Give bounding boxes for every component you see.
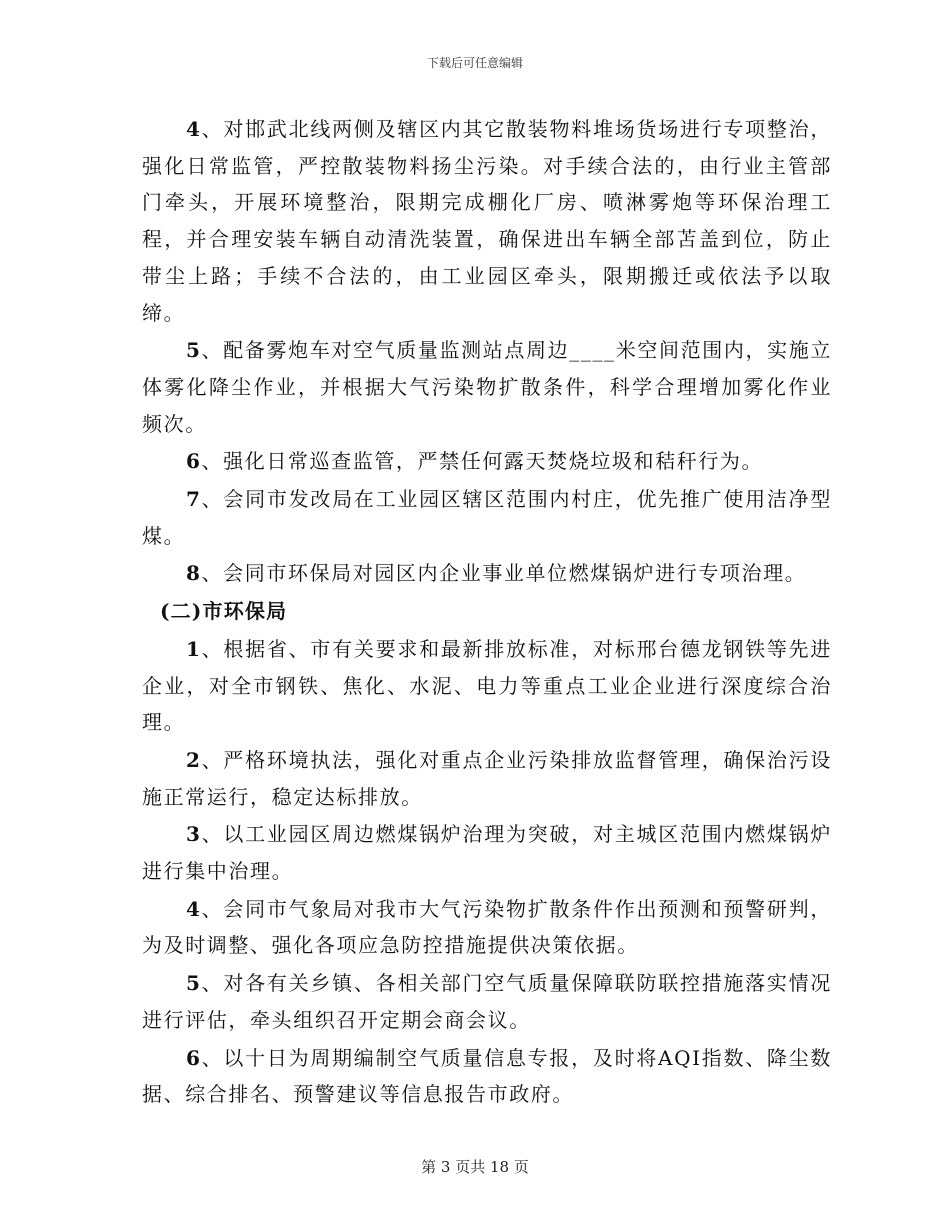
item-number: 6 <box>186 1045 202 1070</box>
item-text: 、配备雾炮车对空气质量监测站点周边____米空间范围内，实施立体雾化降尘作业，并根据大气污染物扩散条件，科学合理增加雾化作业频次。 <box>142 338 832 436</box>
item-number: 6 <box>186 449 202 474</box>
page-header: 下载后可任意编辑 <box>426 56 523 70</box>
list-item <box>142 111 832 331</box>
item-text: 、对各有关乡镇、各相关部门空气质量保障联防联控措施落实情况进行评估，牵头组织召开定期会商会议。 <box>142 971 832 1032</box>
list-item <box>142 816 832 889</box>
item-text: 、强化日常巡查监管，严禁任何露天焚烧垃圾和秸秆行为。 <box>201 449 764 474</box>
list-item <box>142 891 832 964</box>
item-number: 5 <box>186 338 202 363</box>
item-number: 4 <box>186 117 202 141</box>
item-text: 、会同市发改局在工业园区辖区范围内村庄，优先推广使用洁净型煤。 <box>142 487 832 548</box>
item-number: 5 <box>186 971 202 996</box>
list-item <box>142 965 832 1038</box>
list-item <box>142 443 832 480</box>
item-text: 、以工业园区周边燃煤锅炉治理为突破，对主城区范围内燃煤锅炉进行集中治理。 <box>142 822 832 884</box>
list-item <box>142 481 832 554</box>
item-number: 4 <box>186 896 202 921</box>
page-footer: 第 3 页共 18 页 <box>421 1158 529 1176</box>
item-number: 1 <box>186 636 202 661</box>
list-item <box>142 631 832 741</box>
item-number: 8 <box>186 561 202 586</box>
item-number: 7 <box>186 487 202 512</box>
list-item <box>142 1040 832 1113</box>
section-heading: (二)市环保局 <box>160 599 288 624</box>
list-item <box>142 742 832 815</box>
list-item <box>142 332 832 442</box>
item-number: 3 <box>186 822 202 847</box>
item-text: 、会同市气象局对我市大气污染物扩散条件作出预测和预警研判，为及时调整、强化各项应急防控措施提供决策依据。 <box>142 896 832 958</box>
item-number: 2 <box>186 747 202 772</box>
item-text: 、严格环境执法，强化对重点企业污染排放监督管理，确保治污设施正常运行，稳定达标排放。 <box>142 747 832 809</box>
document-body <box>142 111 832 1114</box>
item-text: 、以十日为周期编制空气质量信息专报，及时将AQI指数、降尘数据、综合排名、预警建议等信息报告市政府。 <box>142 1045 832 1107</box>
item-text: 、会同市环保局对园区内企业事业单位燃煤锅炉进行专项治理。 <box>201 561 807 586</box>
item-text: 、对邯武北线两侧及辖区内其它散装物料堆场货场进行专项整治，强化日常监管，严控散装物料扬尘污染。对手续合法的，由行业主管部门牵头，开展环境整治，限期完成棚化厂房、喷淋雾炮等环保治理工程，并合理安装车辆自动清洗装置，确保进出车辆全部苫盖到位，防止带尘上路；手续不合法的，由工业园区牵头，限期搬迁或依法予以取缔。 <box>142 117 832 325</box>
list-item <box>142 555 832 592</box>
item-text: 、根据省、市有关要求和最新排放标准，对标邢台德龙钢铁等先进企业，对全市钢铁、焦化、水泥、电力等重点工业企业进行深度综合治理。 <box>142 636 832 735</box>
